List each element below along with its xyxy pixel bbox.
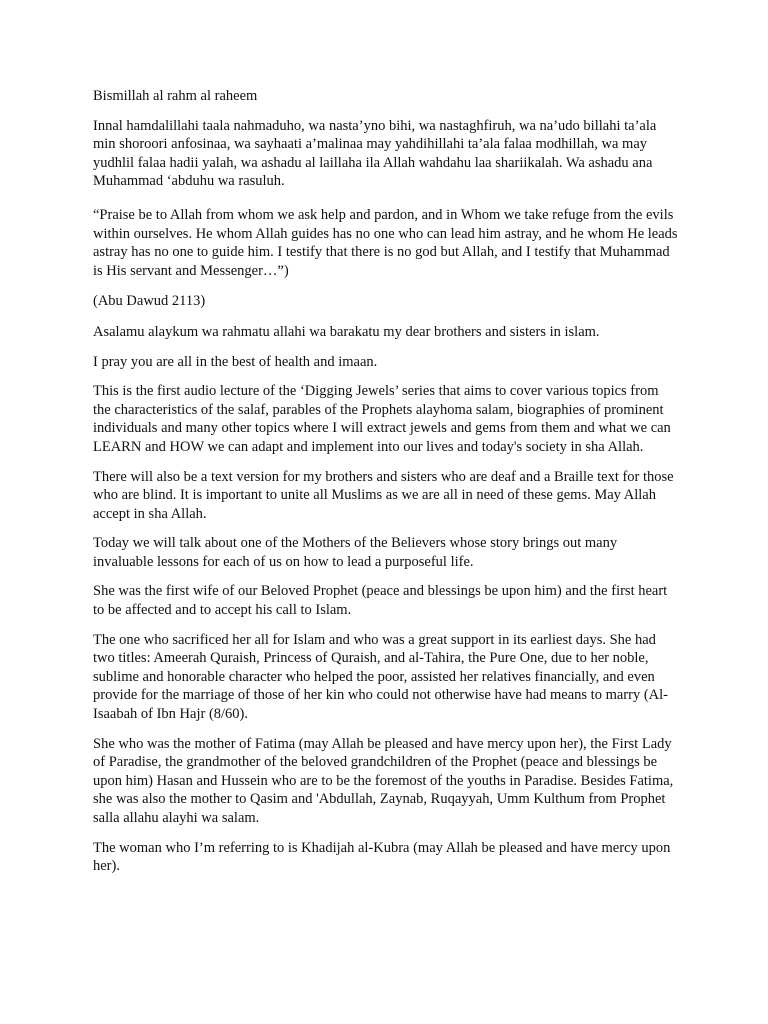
document-page xyxy=(93,87,678,887)
reveal-paragraph: The woman who I’m referring to is Khadijah al-Kubra (may Allah be pleased and have mercy upon her). xyxy=(93,839,671,875)
greeting-paragraph: Asalamu alaykum wa rahmatu allahi wa barakatu my dear brothers and sisters in islam. xyxy=(93,323,600,340)
hadith-reference: (Abu Dawud 2113) xyxy=(93,293,206,310)
accessibility-paragraph: There will also be a text version for my brothers and sisters who are deaf and a Braille text for those who are blind. It is important to unite all Muslims as we are all in need of these gems. May Allah accept in sha Allah. xyxy=(93,468,674,522)
document-title: Bismillah al rahm al raheem xyxy=(93,88,258,104)
arabic-opening-paragraph: Innal hamdalillahi taala nahmaduho, wa nasta’yno bihi, wa nastaghfiruh, wa na’udo billahi ta’ala min shoroori anfosinaa, wa sayhaati a’malinaa may yahdihillahi ta’ala falaa modhillah, wa may yudhlil falaa hadii yalah, wa ashadu al laillaha ila Allah wahdahu laa shariikalah. Wa ashadu ana Muhammad ‘abduhu wa rasuluh. xyxy=(93,117,657,190)
topic-paragraph: Today we will talk about one of the Mothers of the Believers whose story brings out many invaluable lessons for each of us on how to lead a purposeful life. xyxy=(93,535,618,570)
first-wife-paragraph: She was the first wife of our Beloved Prophet (peace and blessings be upon him) and the first heart to be affected and to accept his call to Islam. xyxy=(93,583,668,619)
prayer-paragraph: I pray you are all in the best of health and imaan. xyxy=(93,353,378,370)
translation-quote-paragraph: “Praise be to Allah from whom we ask help and pardon, and in Whom we take refuge from the evils within ourselves. He whom Allah guides has no one who can lead him astray, and he whom He leads astray has no one to guide him. I testify that there is no god but Allah, and I testify that Muhammad is His servant and Messenger…”) xyxy=(93,206,678,279)
mother-paragraph: She who was the mother of Fatima (may Allah be pleased and have mercy upon her), the First Lady of Paradise, the grandmother of the beloved grandchildren of the Prophet (peace and blessings be upon him) Hasan and Hussein who are to be the foremost of the youths in Paradise. Besides Fatima, she was also the mother to Qasim and 'Abdullah, Zaynab, Ruqayyah, Umm Kulthum from Prophet salla allahu alayhi wa salam. xyxy=(93,735,674,826)
sacrifice-paragraph: The one who sacrificed her all for Islam and who was a great support in its earliest days. She had two titles: Ameerah Quraish, Princess of Quraish, and al-Tahira, the Pure One, due to her noble, sublime and honorable character who helped the poor, assisted her relatives financially, and even provide for the marriage of those of her kin who could not otherwise have had means to marry (Al-Isaabah of Ibn Hajr (8/60). xyxy=(93,631,668,723)
series-intro-paragraph: This is the first audio lecture of the ‘Digging Jewels’ series that aims to cover various topics from the characteristics of the salaf, parables of the Prophets alayhoma salam, biographies of prominent individuals and many other topics where I will extract jewels and gems from them and what we can LEARN and HOW we can adapt and implement into our lives and today's society in sha Allah. xyxy=(93,383,671,455)
